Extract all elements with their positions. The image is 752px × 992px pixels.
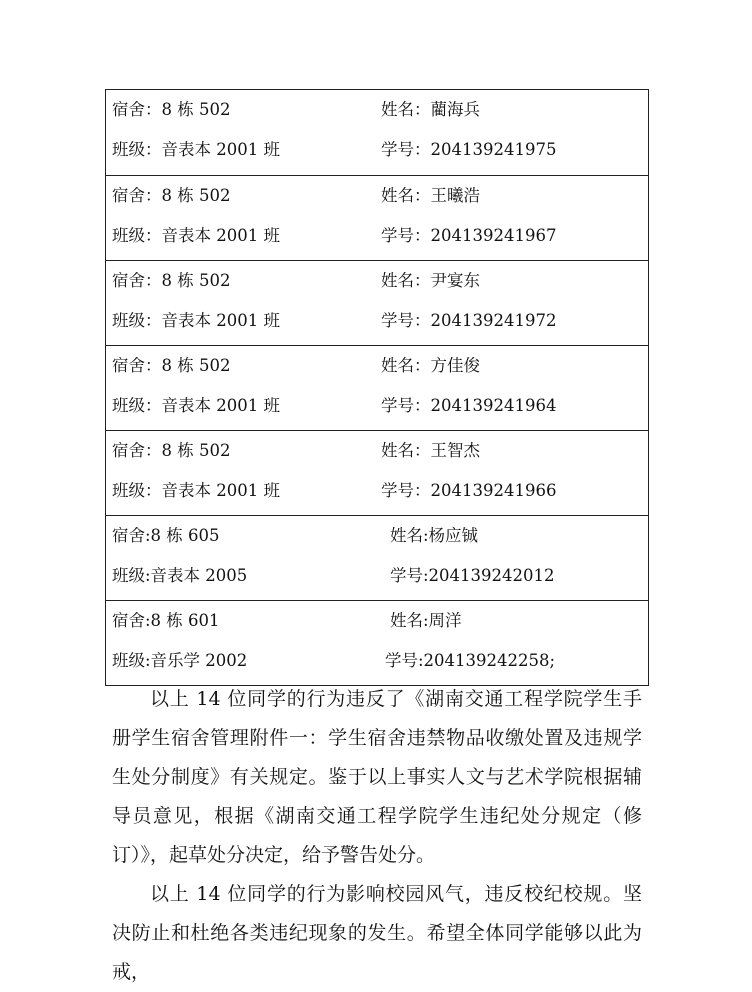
class-field: 班级：音表本 2001 班 bbox=[112, 226, 280, 245]
student-records-table bbox=[105, 89, 649, 686]
student-record bbox=[106, 515, 648, 600]
name-field: 姓名:杨应铖 bbox=[390, 526, 479, 545]
student-record bbox=[106, 90, 648, 175]
student-record bbox=[106, 430, 648, 515]
student-record bbox=[106, 260, 648, 345]
name-field: 姓名：方佳俊 bbox=[381, 356, 480, 375]
class-field: 班级：音表本 2001 班 bbox=[112, 311, 280, 330]
student-id-field: 学号：204139241972 bbox=[381, 311, 557, 330]
student-id-field: 学号：204139241964 bbox=[381, 396, 557, 415]
dorm-field: 宿舍:8 栋 605 bbox=[112, 526, 220, 545]
name-field: 姓名：王曦浩 bbox=[381, 186, 480, 205]
dorm-field: 宿舍：8 栋 502 bbox=[112, 441, 231, 460]
document-body bbox=[112, 680, 642, 992]
class-field: 班级：音表本 2001 班 bbox=[112, 481, 280, 500]
dorm-field: 宿舍：8 栋 502 bbox=[112, 100, 231, 119]
dorm-field: 宿舍:8 栋 601 bbox=[112, 611, 220, 630]
student-record bbox=[106, 600, 648, 685]
student-record bbox=[106, 345, 648, 430]
name-field: 姓名：王智杰 bbox=[381, 441, 480, 460]
dorm-field: 宿舍：8 栋 502 bbox=[112, 271, 231, 290]
student-id-field: 学号：204139241966 bbox=[381, 481, 557, 500]
dorm-field: 宿舍：8 栋 502 bbox=[112, 356, 231, 375]
name-field: 姓名:周洋 bbox=[390, 611, 462, 630]
dorm-field: 宿舍：8 栋 502 bbox=[112, 186, 231, 205]
name-field: 姓名：尹宴东 bbox=[381, 271, 480, 290]
paragraph: 以上 14 位同学的行为违反了《湖南交通工程学院学生手册学生宿舍管理附件一：学生宿舍违禁物品收缴处置及违规学生处分制度》有关规定。鉴于以上事实人文与艺术学院根据辅导员意见，根据《湖南交通工程学院学生违纪处分规定（修订）》，起草处分决定，给予警告处分。 bbox=[112, 688, 642, 866]
class-field: 班级:音乐学 2002 bbox=[112, 651, 248, 670]
class-field: 班级:音表本 2005 bbox=[112, 566, 248, 585]
student-id-field: 学号：204139241975 bbox=[381, 140, 557, 159]
name-field: 姓名：藺海兵 bbox=[381, 100, 480, 119]
student-id-field: 学号:204139242258; bbox=[385, 651, 556, 670]
student-record bbox=[106, 175, 648, 260]
student-id-field: 学号:204139242012 bbox=[390, 566, 555, 585]
class-field: 班级：音表本 2001 班 bbox=[112, 396, 280, 415]
paragraph: 以上 14 位同学的行为影响校园风气，违反校纪校规。坚决防止和杜绝各类违纪现象的发生。希望全体同学能够以此为戒， bbox=[112, 883, 642, 983]
class-field: 班级：音表本 2001 班 bbox=[112, 140, 280, 159]
student-id-field: 学号：204139241967 bbox=[381, 226, 557, 245]
